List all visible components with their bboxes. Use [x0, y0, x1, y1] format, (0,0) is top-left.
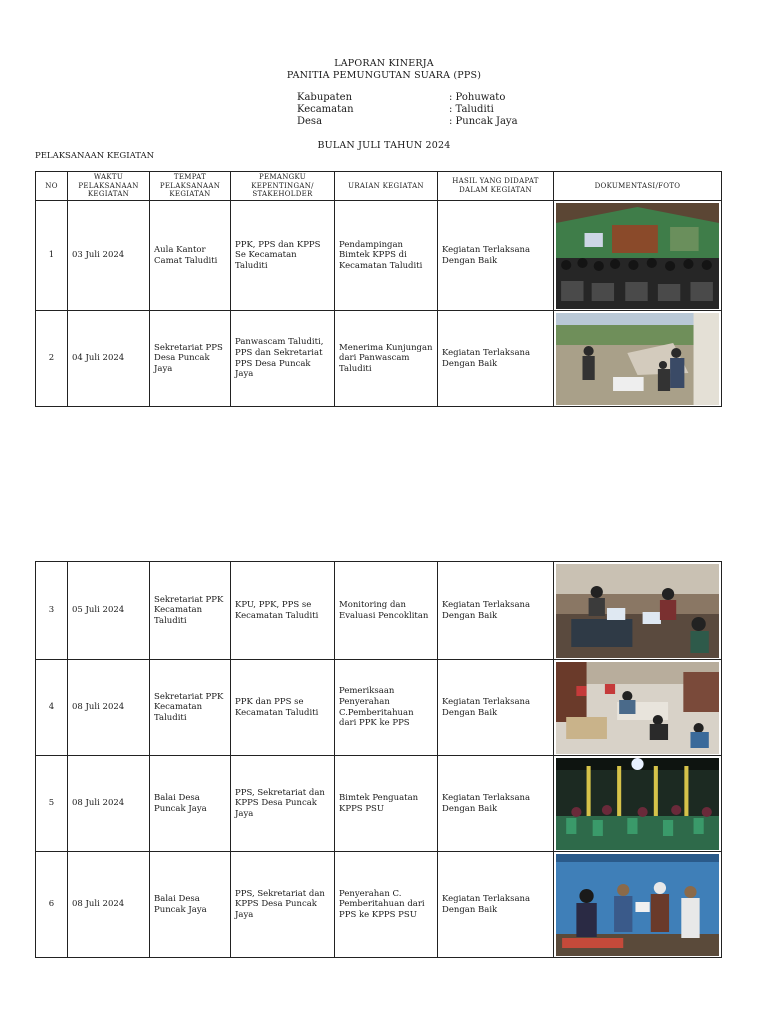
col-header-activity: URAIAN KEGIATAN [335, 172, 438, 201]
cell-stakeholder: PPS, Sekretariat dan KPPS Desa Puncak Jaya [231, 852, 335, 958]
table-row [36, 660, 722, 756]
cell-date: 05 Juli 2024 [68, 562, 150, 660]
cell-no: 1 [36, 201, 68, 311]
office-laptops-image [556, 564, 719, 658]
photo-handover [556, 854, 719, 956]
section-title: PELAKSANAAN KEGIATAN [35, 151, 155, 161]
meeting-hall-image [556, 203, 719, 309]
cell-result: Kegiatan Terlaksana Dengan Baik [438, 311, 554, 407]
col-header-no: NO [36, 172, 68, 201]
cell-photo [554, 562, 722, 660]
cell-date: 03 Juli 2024 [68, 201, 150, 311]
handover-image [556, 854, 719, 956]
table-row [36, 562, 722, 660]
activity-table-part-2 [35, 561, 722, 958]
cell-stakeholder: PPK, PPS dan KPPS Se Kecamatan Taluditi [231, 201, 335, 311]
cell-activity: Pendampingan Bimtek KPPS di Kecamatan Taluditi [335, 201, 438, 311]
table-row [36, 201, 722, 311]
photo-night-hall [556, 758, 719, 850]
cell-date: 04 Juli 2024 [68, 311, 150, 407]
cell-stakeholder: Panwascam Taluditi, PPS dan Sekretariat PPS Desa Puncak Jaya [231, 311, 335, 407]
report-subtitle: PANITIA PEMUNGUTAN SUARA (PPS) [286, 70, 482, 81]
photo-meeting-hall [556, 203, 719, 309]
report-period: BULAN JULI TAHUN 2024 [317, 140, 451, 151]
outdoor-visit-image [556, 313, 719, 405]
cell-activity: Penyerahan C. Pemberitahuan dari PPS ke KPPS PSU [335, 852, 438, 958]
photo-office-laptops [556, 564, 719, 658]
col-header-date: WAKTU PELAKSANAAN KEGIATAN [68, 172, 150, 201]
table-header-row [36, 172, 722, 201]
cell-result: Kegiatan Terlaksana Dengan Baik [438, 660, 554, 756]
cell-no: 6 [36, 852, 68, 958]
info-key: Kabupaten [297, 92, 353, 103]
col-header-place: TEMPAT PELAKSANAAN KEGIATAN [150, 172, 231, 201]
cell-stakeholder: KPU, PPK, PPS se Kecamatan Taluditi [231, 562, 335, 660]
cell-activity: Monitoring dan Evaluasi Pencoklitan [335, 562, 438, 660]
photo-outdoor-visit [556, 313, 719, 405]
report-title: LAPORAN KINERJA [334, 58, 434, 69]
activity-table-part-1 [35, 171, 722, 407]
col-header-stakeholder: PEMANGKU KEPENTINGAN/ STAKEHOLDER [231, 172, 335, 201]
cell-activity: Pemeriksaan Penyerahan C.Pemberitahuan dari PPK ke PPS [335, 660, 438, 756]
floor-sorting-image [556, 662, 719, 754]
col-header-result: HASIL YANG DIDAPAT DALAM KEGIATAN [438, 172, 554, 201]
cell-result: Kegiatan Terlaksana Dengan Baik [438, 852, 554, 958]
cell-place: Balai Desa Puncak Jaya [150, 852, 231, 958]
cell-result: Kegiatan Terlaksana Dengan Baik [438, 756, 554, 852]
cell-date: 08 Juli 2024 [68, 660, 150, 756]
cell-stakeholder: PPK dan PPS se Kecamatan Taluditi [231, 660, 335, 756]
info-key: Desa [297, 116, 323, 127]
table-row [36, 852, 722, 958]
cell-activity: Menerima Kunjungan dari Panwascam Taluditi [335, 311, 438, 407]
info-key: Kecamatan [297, 104, 354, 115]
info-value: : Puncak Jaya [449, 116, 518, 127]
cell-photo [554, 660, 722, 756]
cell-place: Balai Desa Puncak Jaya [150, 756, 231, 852]
cell-no: 2 [36, 311, 68, 407]
table-row [36, 756, 722, 852]
cell-place: Sekretariat PPS Desa Puncak Jaya [150, 311, 231, 407]
cell-photo [554, 756, 722, 852]
info-value: : Pohuwato [449, 92, 506, 103]
col-header-photo: DOKUMENTASI/FOTO [554, 172, 722, 201]
cell-no: 3 [36, 562, 68, 660]
cell-date: 08 Juli 2024 [68, 756, 150, 852]
cell-place: Sekretariat PPK Kecamatan Taluditi [150, 562, 231, 660]
cell-date: 08 Juli 2024 [68, 852, 150, 958]
night-hall-image [556, 758, 719, 850]
cell-photo [554, 311, 722, 407]
info-value: : Taluditi [449, 104, 494, 115]
cell-stakeholder: PPS, Sekretariat dan KPPS Desa Puncak Jaya [231, 756, 335, 852]
cell-photo [554, 201, 722, 311]
cell-result: Kegiatan Terlaksana Dengan Baik [438, 562, 554, 660]
cell-no: 5 [36, 756, 68, 852]
cell-activity: Bimtek Penguatan KPPS PSU [335, 756, 438, 852]
cell-result: Kegiatan Terlaksana Dengan Baik [438, 201, 554, 311]
cell-place: Aula Kantor Camat Taluditi [150, 201, 231, 311]
cell-photo [554, 852, 722, 958]
photo-floor-sorting [556, 662, 719, 754]
cell-no: 4 [36, 660, 68, 756]
cell-place: Sekretariat PPK Kecamatan Taluditi [150, 660, 231, 756]
table-row [36, 311, 722, 407]
